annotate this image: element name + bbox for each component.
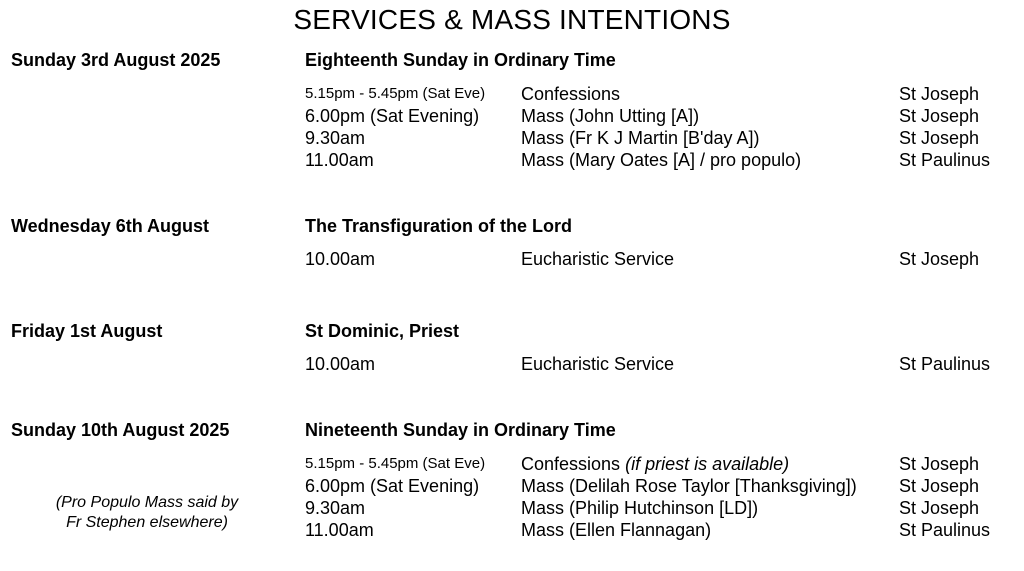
service-desc: Mass (Delilah Rose Taylor [Thanksgiving]) — [521, 476, 857, 496]
service-time: 6.00pm (Sat Evening) — [305, 476, 480, 496]
service-place: St Joseph — [899, 454, 980, 474]
day-label: Friday 1st August — [11, 321, 163, 341]
note-line: Fr Stephen elsewhere) — [66, 514, 228, 531]
service-desc: Mass (Fr K J Martin [B'day A]) — [521, 128, 760, 148]
service-rows — [0, 248, 1024, 270]
service-time: 11.00am — [305, 520, 374, 540]
service-row — [0, 497, 1024, 519]
feast-title: St Dominic, Priest — [305, 321, 460, 341]
service-row — [0, 127, 1024, 149]
service-time: 5.15pm - 5.45pm (Sat Eve) — [305, 85, 486, 102]
service-place: St Paulinus — [899, 520, 991, 540]
service-desc: Mass (Mary Oates [A] / pro populo) — [521, 150, 802, 170]
service-desc: Mass (John Utting [A]) — [521, 106, 700, 126]
service-row — [0, 519, 1024, 541]
service-time: 9.30am — [305, 498, 366, 518]
service-desc-note: (if priest is available) — [625, 454, 790, 474]
service-row — [0, 248, 1024, 270]
service-rows — [0, 353, 1024, 375]
service-row — [0, 453, 1024, 475]
service-time: 11.00am — [305, 150, 374, 170]
service-row — [0, 475, 1024, 497]
day-label: Wednesday 6th August — [11, 216, 210, 236]
service-place: St Joseph — [899, 84, 980, 104]
service-desc-main: Confessions — [521, 454, 621, 474]
feast-title: Nineteenth Sunday in Ordinary Time — [305, 420, 616, 440]
note-line: (Pro Populo Mass said by — [55, 494, 239, 511]
service-place: St Joseph — [899, 476, 980, 496]
service-row — [0, 149, 1024, 171]
day-label: Sunday 3rd August 2025 — [11, 50, 221, 70]
service-time: 10.00am — [305, 354, 376, 374]
service-desc: Confessions — [521, 84, 621, 104]
service-desc: Eucharistic Service — [521, 249, 675, 269]
service-desc — [521, 453, 789, 475]
service-row — [0, 83, 1024, 105]
service-place: St Paulinus — [899, 354, 991, 374]
service-place: St Joseph — [899, 498, 980, 518]
service-row — [0, 353, 1024, 375]
service-time: 10.00am — [305, 249, 376, 269]
service-desc: Eucharistic Service — [521, 354, 675, 374]
day-label: Sunday 10th August 2025 — [11, 420, 230, 440]
feast-title: Eighteenth Sunday in Ordinary Time — [305, 50, 616, 70]
service-desc: Mass (Ellen Flannagan) — [521, 520, 712, 540]
service-place: St Paulinus — [899, 150, 991, 170]
service-rows — [0, 453, 1024, 541]
service-place: St Joseph — [899, 128, 980, 148]
service-time: 6.00pm (Sat Evening) — [305, 106, 480, 126]
service-place: St Joseph — [899, 249, 980, 269]
service-time: 5.15pm - 5.45pm (Sat Eve) — [305, 455, 486, 472]
service-row — [0, 105, 1024, 127]
service-time: 9.30am — [305, 128, 366, 148]
page-title: SERVICES & MASS INTENTIONS — [293, 4, 731, 35]
feast-title: The Transfiguration of the Lord — [305, 216, 572, 236]
service-rows — [0, 83, 1024, 171]
service-desc: Mass (Philip Hutchinson [LD]) — [521, 498, 759, 518]
service-place: St Joseph — [899, 106, 980, 126]
